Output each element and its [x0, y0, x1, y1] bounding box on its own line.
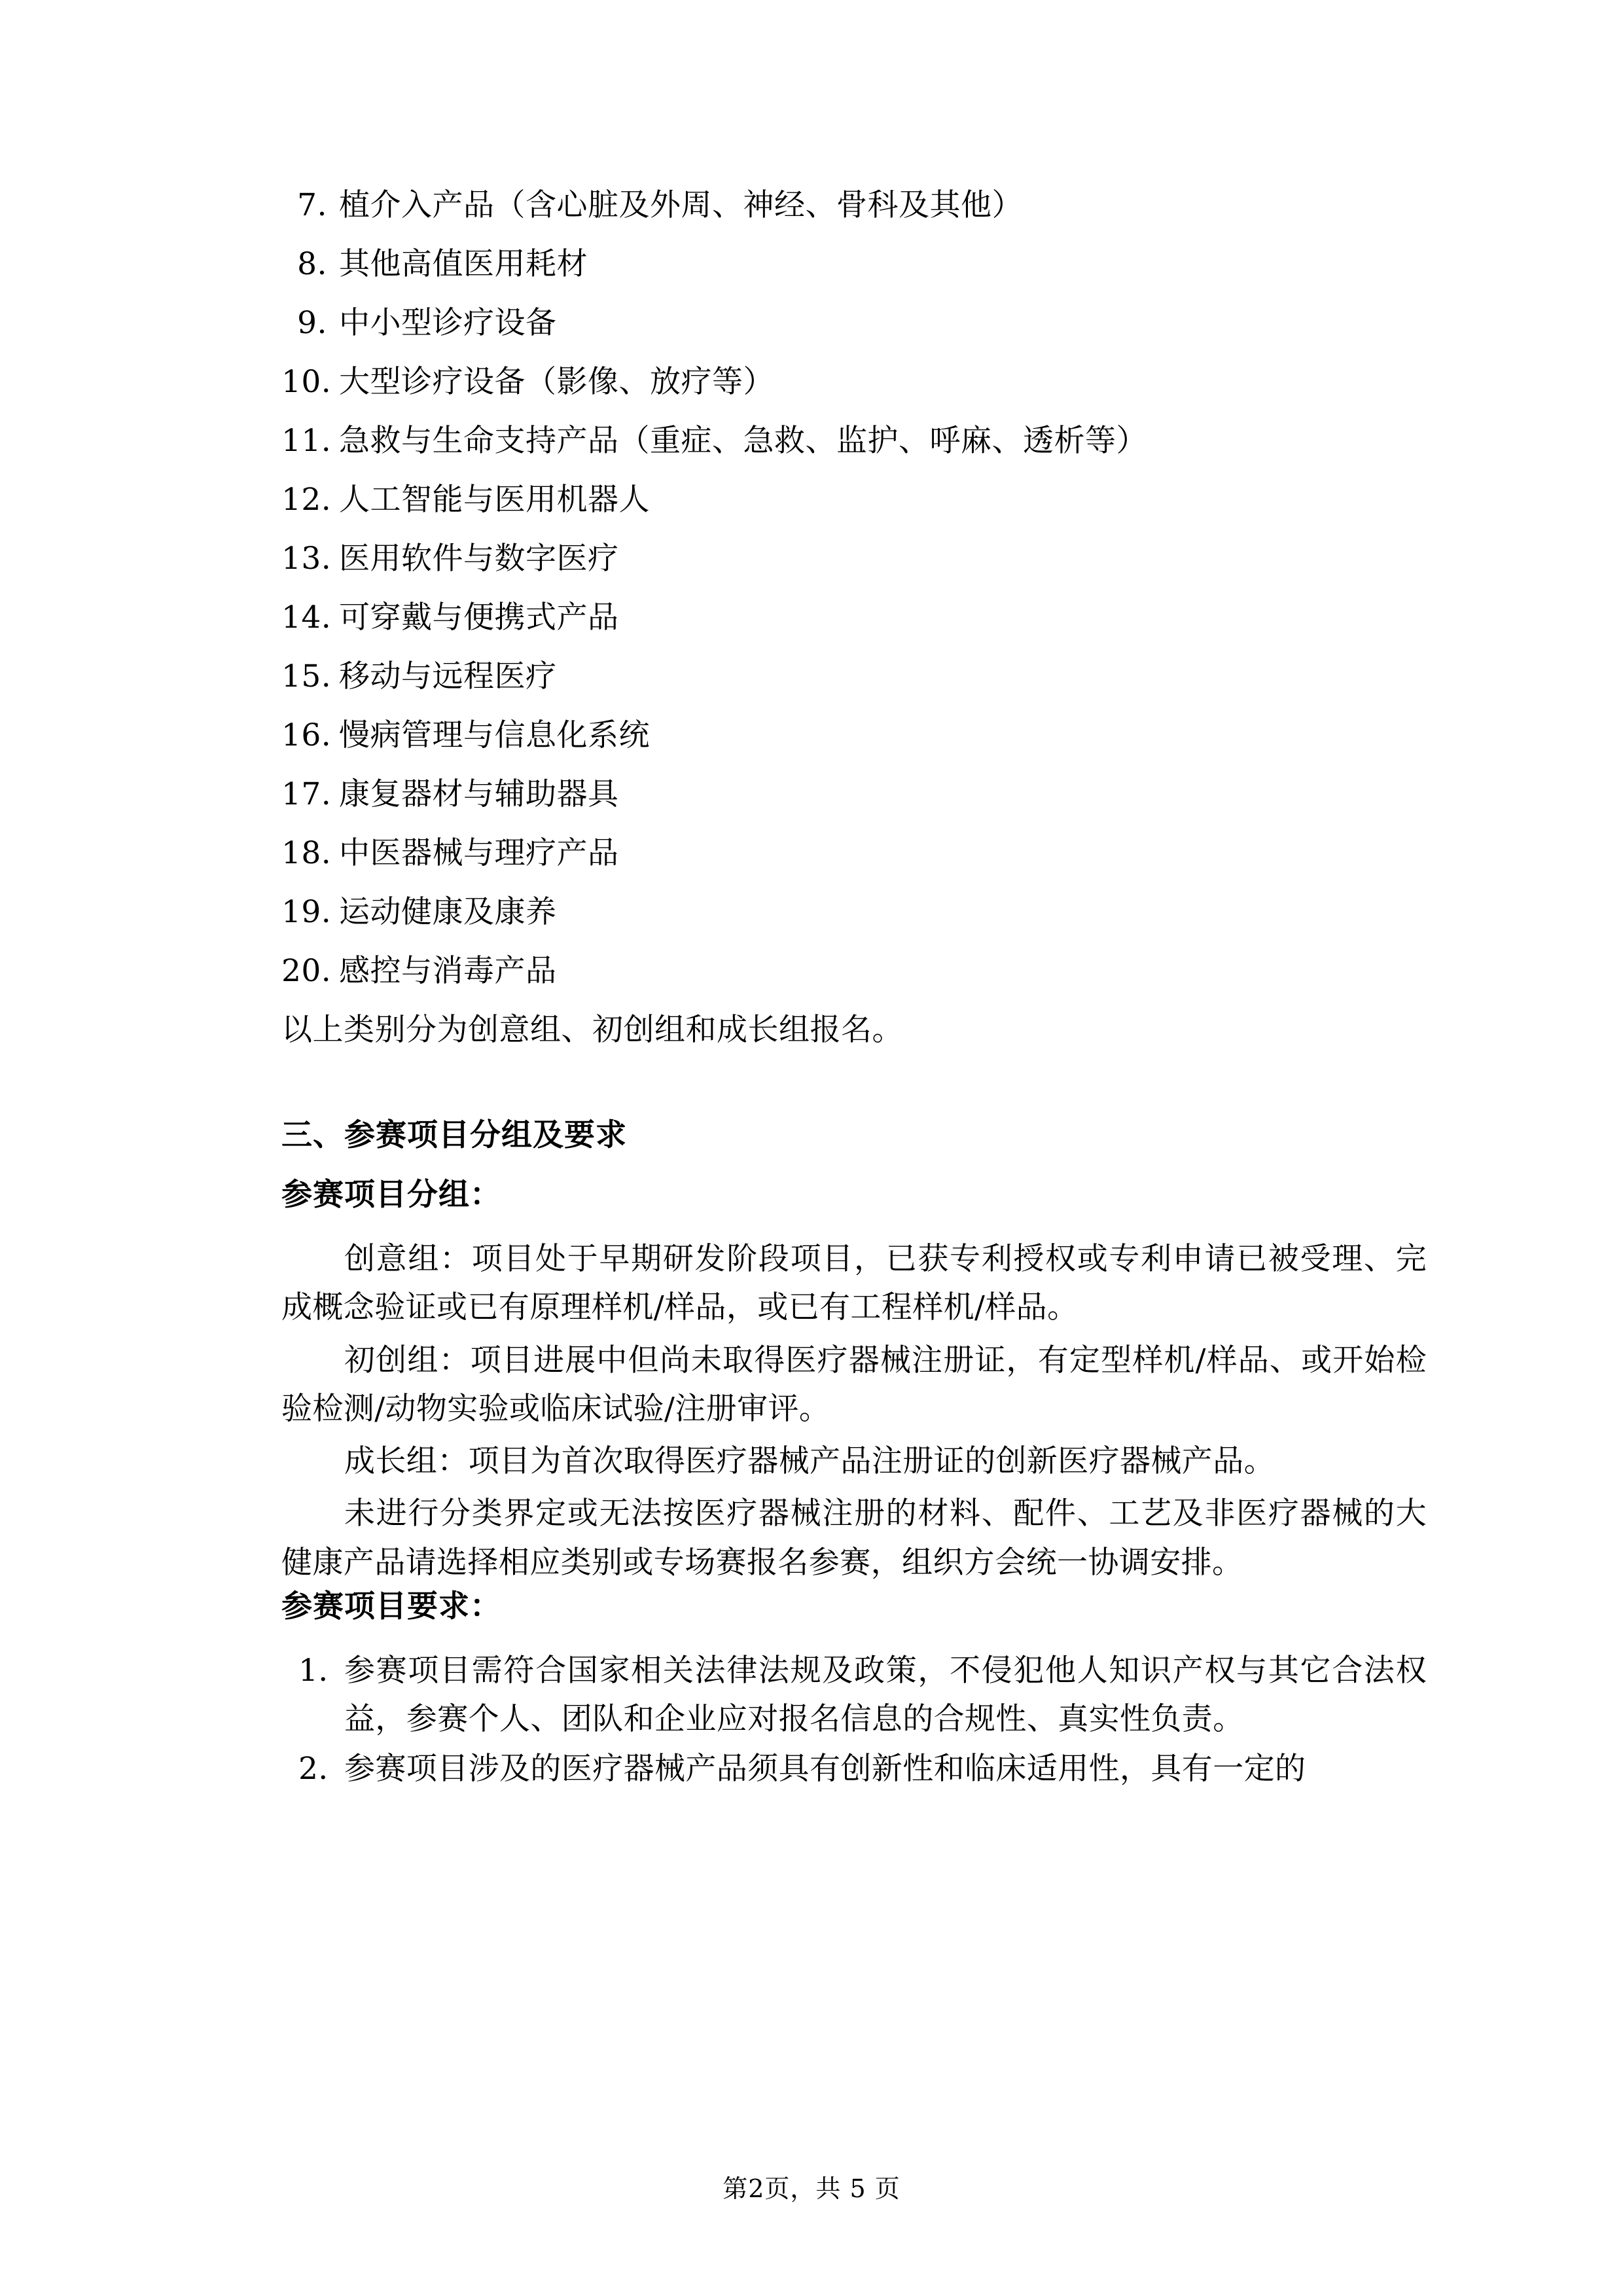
list-item [281, 953, 1427, 989]
list-item [281, 835, 1427, 871]
list-item [281, 717, 1427, 753]
page-footer: 第2页，共 5 页 [722, 2174, 901, 2203]
group-heading: 参赛项目分组： [281, 1177, 501, 1213]
list-item-number: 18. [281, 835, 332, 871]
list-item [281, 482, 1427, 518]
list-item-label: 移动与远程医疗 [339, 658, 557, 694]
requirement-heading: 参赛项目要求： [281, 1588, 501, 1624]
list-item-label: 其他高值医用耗材 [339, 246, 588, 282]
list-item-number: 7. [297, 187, 327, 223]
list-item [281, 894, 1427, 930]
section-spacer [281, 1071, 1427, 1120]
list-item-number: 9. [297, 305, 327, 341]
group-paragraph-startup: 初创组：项目进展中但尚未取得医疗器械注册证，有定型样机/样品、或开始检验检测/动物实验或临床试验/注册审评。 [281, 1342, 1427, 1427]
category-list [281, 187, 1427, 989]
group-paragraph-other: 未进行分类界定或无法按医疗器械注册的材料、配件、工艺及非医疗器械的大健康产品请选择相应类别或专场赛报名参赛，组织方会统一协调安排。 [281, 1496, 1427, 1581]
list-item [281, 600, 1427, 636]
list-item [281, 658, 1427, 694]
requirement-number: 1. [298, 1652, 329, 1689]
requirement-number: 2. [298, 1751, 329, 1787]
list-item-number: 15. [281, 658, 332, 694]
list-item-label: 可穿戴与便携式产品 [339, 600, 619, 636]
document-body [281, 187, 1427, 1794]
group-paragraph-growth: 成长组：项目为首次取得医疗器械产品注册证的创新医疗器械产品。 [344, 1443, 1275, 1479]
requirement-text: 参赛项目需符合国家相关法律法规及政策，不侵犯他人知识产权与其它合法权益，参赛个人、团队和企业应对报名信息的合规性、真实性负责。 [344, 1652, 1427, 1737]
list-item-label: 康复器材与辅助器具 [339, 776, 619, 812]
list-item-number: 10. [281, 364, 332, 400]
list-item-label: 运动健康及康养 [339, 894, 557, 930]
list-item [281, 305, 1427, 341]
list-item-label: 急救与生命支持产品（重症、急救、监护、呼麻、透析等） [339, 423, 1147, 459]
list-item [281, 364, 1427, 400]
group-paragraph-creative: 创意组：项目处于早期研发阶段项目，已获专利授权或专利申请已被受理、完成概念验证或已有原理样机/样品，或已有工程样机/样品。 [281, 1241, 1427, 1326]
list-item-number: 13. [281, 541, 332, 577]
section-heading: 三、参赛项目分组及要求 [281, 1117, 627, 1153]
requirement-item [281, 1647, 1427, 1744]
list-item-number: 14. [281, 600, 332, 636]
list-item-label: 感控与消毒产品 [339, 953, 557, 989]
list-item-number: 8. [297, 246, 327, 282]
list-item-number: 16. [281, 717, 332, 753]
list-item [281, 187, 1427, 223]
list-item-number: 12. [281, 482, 332, 518]
list-item-label: 医用软件与数字医疗 [339, 541, 619, 577]
list-item [281, 246, 1427, 282]
list-item [281, 776, 1427, 812]
list-item [281, 423, 1427, 459]
list-item-label: 慢病管理与信息化系统 [339, 717, 650, 753]
list-item-label: 中医器械与理疗产品 [339, 835, 619, 871]
list-item-number: 20. [281, 953, 332, 989]
list-item-number: 19. [281, 894, 332, 930]
requirement-text: 参赛项目涉及的医疗器械产品须具有创新性和临床适用性，具有一定的 [344, 1751, 1306, 1787]
list-item-label: 植介入产品（含心脏及外周、神经、骨科及其他） [339, 187, 1023, 223]
list-item-number: 11. [281, 423, 332, 459]
requirement-item [281, 1745, 1427, 1793]
list-item [281, 541, 1427, 577]
list-item-label: 人工智能与医用机器人 [339, 482, 650, 518]
list-item-label: 大型诊疗设备（影像、放疗等） [339, 364, 774, 400]
category-note: 以上类别分为创意组、初创组和成长组报名。 [281, 1012, 903, 1048]
list-item-number: 17. [281, 776, 332, 812]
list-item-label: 中小型诊疗设备 [339, 305, 557, 341]
